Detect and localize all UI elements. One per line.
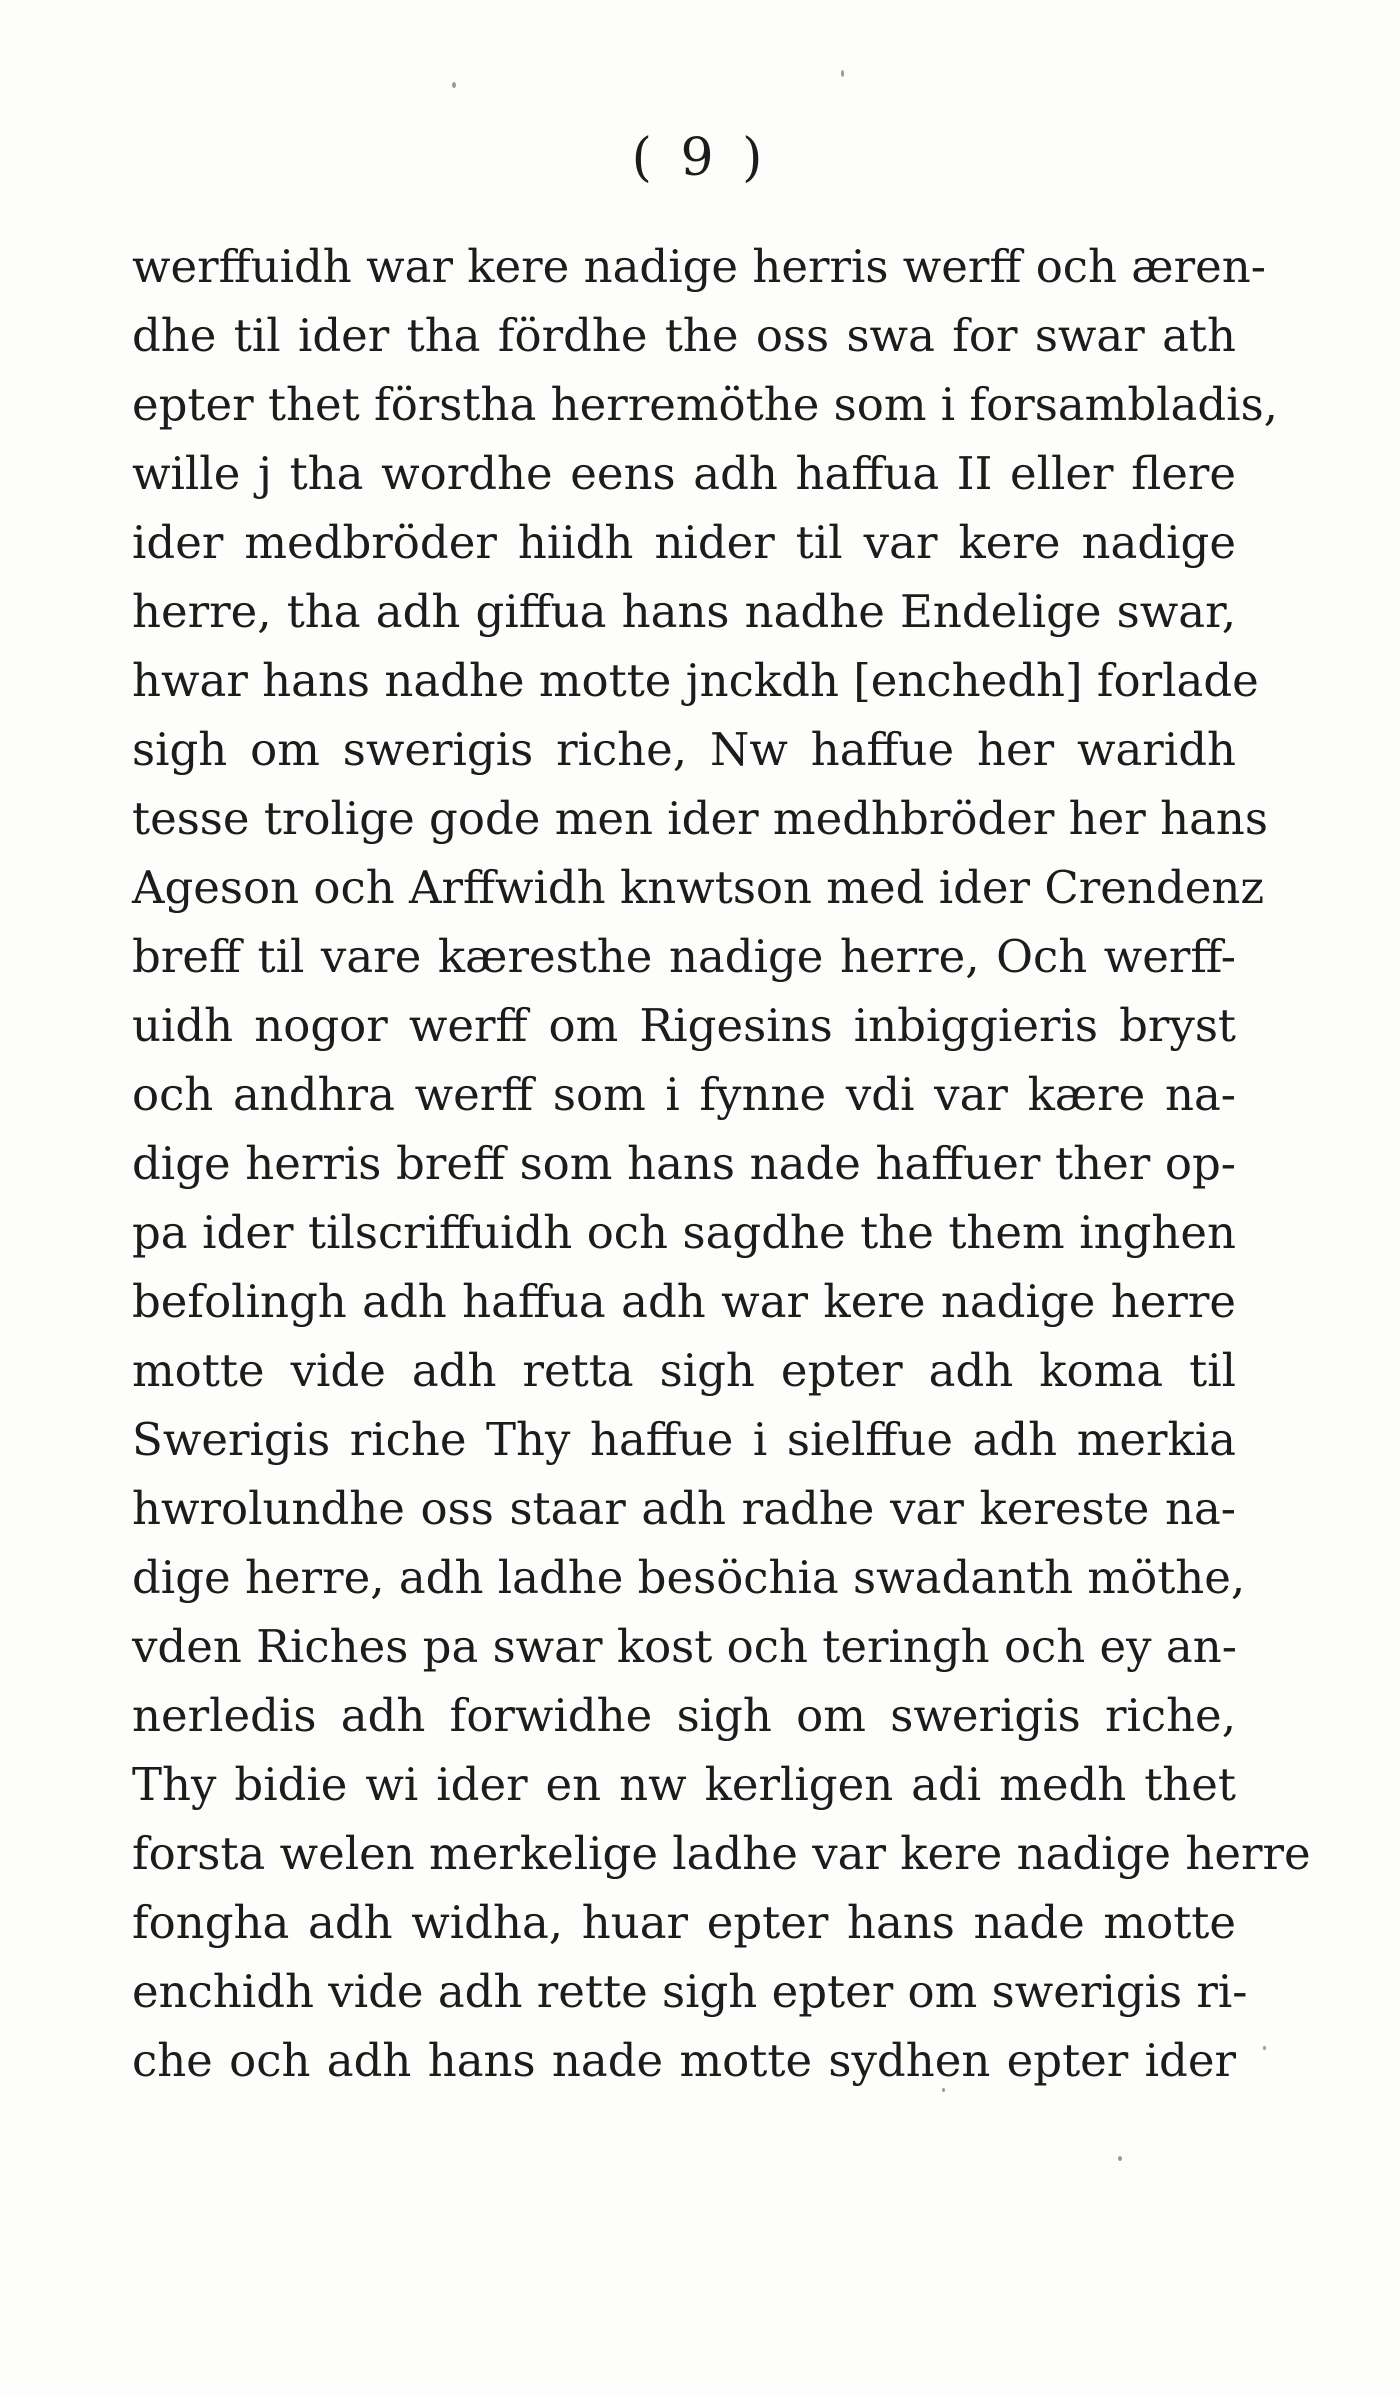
text-line: Swerigis riche Thy haffue i sielffue adh merkia xyxy=(132,1413,1236,1466)
text-line: werffuidh war kere nadige herris werff och æren- xyxy=(132,240,1266,293)
text-line: breff til vare kæresthe nadige herre, Och werff- xyxy=(132,930,1236,983)
text-line: forsta welen merkelige ladhe var kere nadige herre xyxy=(132,1827,1311,1880)
text-line: fongha adh widha, huar epter hans nade motte xyxy=(132,1896,1236,1949)
text-line: dige herris breff som hans nade haffuer ther op- xyxy=(132,1137,1236,1190)
page-number: ( 9 ) xyxy=(631,128,769,188)
print-speck xyxy=(1263,2046,1266,2050)
text-line: och andhra werff som i fynne vdi var kære na- xyxy=(132,1068,1236,1121)
text-line: enchidh vide adh rette sigh epter om swerigis ri- xyxy=(132,1965,1248,2018)
print-speck xyxy=(841,70,844,77)
text-line: sigh om swerigis riche, Nw haffue her waridh xyxy=(132,723,1236,776)
text-line: befolingh adh haffua adh war kere nadige herre xyxy=(132,1275,1236,1328)
print-speck xyxy=(942,2088,945,2092)
text-line: hwrolundhe oss staar adh radhe var kereste na- xyxy=(132,1482,1236,1535)
text-line: tesse trolige gode men ider medhbröder her hans xyxy=(132,792,1268,845)
text-line: Ageson och Arffwidh knwtson med ider Crendenz xyxy=(132,861,1265,914)
text-line: herre, tha adh giffua hans nadhe Endelige swar, xyxy=(132,585,1236,638)
text-line: hwar hans nadhe motte jnckdh [enchedh] forlade xyxy=(132,654,1259,707)
text-line: ider medbröder hiidh nider til var kere nadige xyxy=(132,516,1236,569)
text-line: pa ider tilscriffuidh och sagdhe the them inghen xyxy=(132,1206,1236,1259)
text-line: motte vide adh retta sigh epter adh koma til xyxy=(132,1344,1236,1397)
text-line: epter thet förstha herremöthe som i forsambladis, xyxy=(132,378,1278,431)
body-text xyxy=(132,232,1311,2095)
text-line: che och adh hans nade motte sydhen epter ider xyxy=(132,2034,1236,2087)
text-line: dige herre, adh ladhe besöchia swadanth möthe, xyxy=(132,1551,1246,1604)
text-line: nerledis adh forwidhe sigh om swerigis riche, xyxy=(132,1689,1236,1742)
print-speck xyxy=(1118,2156,1122,2161)
text-line: dhe til ider tha fördhe the oss swa for swar ath xyxy=(132,309,1236,362)
text-line: vden Riches pa swar kost och teringh och ey an- xyxy=(132,1620,1237,1673)
text-line: Thy bidie wi ider en nw kerligen adi medh thet xyxy=(132,1758,1236,1811)
text-line: uidh nogor werff om Rigesins inbiggieris bryst xyxy=(132,999,1236,1052)
print-speck xyxy=(452,82,456,88)
text-line: wille j tha wordhe eens adh haffua II eller flere xyxy=(132,447,1236,500)
